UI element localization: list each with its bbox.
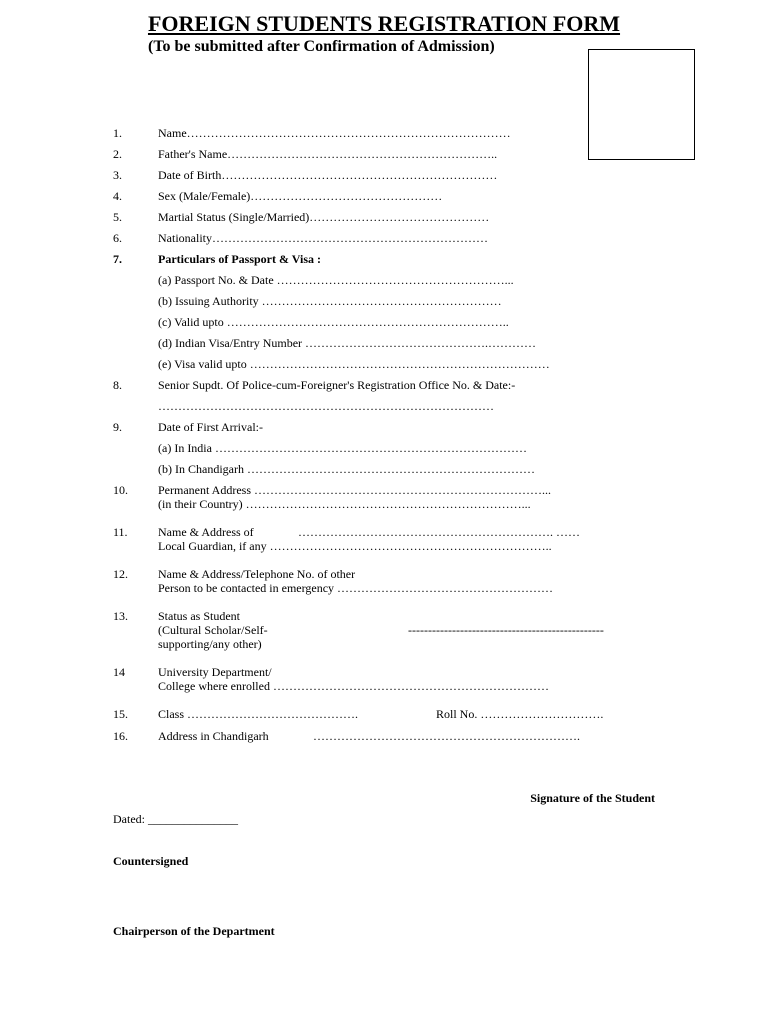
local-guardian-dots: ………………………………………………………. ……: [298, 525, 580, 539]
fathers-name-field: Father's Name…………………………………………………………..: [158, 147, 498, 161]
item-number: 3.: [113, 168, 122, 182]
sex-field: Sex (Male/Female)…………………………………………: [158, 189, 443, 203]
student-status-label: Status as Student: [158, 609, 241, 623]
indian-visa-field: (d) Indian Visa/Entry Number ……………………………………….…………: [158, 336, 537, 350]
passport-no-field: (a) Passport No. & Date …………………………………………………...: [158, 273, 514, 287]
emergency-contact-label: Name & Address/Telephone No. of other: [158, 567, 356, 581]
student-status-options-cont: supporting/any other): [158, 637, 262, 651]
arrival-india-field: (a) In India ……………………………………………………………………: [158, 441, 527, 455]
item-number: 15.: [113, 707, 128, 721]
photo-box: [588, 49, 695, 160]
item-number: 2.: [113, 147, 122, 161]
police-registration-line: …………………………………………………………………………: [158, 399, 494, 413]
nationality-field: Nationality……………………………………………………………: [158, 231, 488, 245]
item-number: 6.: [113, 231, 122, 245]
form-title: FOREIGN STUDENTS REGISTRATION FORM: [147, 11, 621, 36]
name-field: Name………………………………………………………………………: [158, 126, 511, 140]
permanent-address-line: (in their Country) ……………………………………………………………...: [158, 497, 531, 511]
police-registration-field: Senior Supdt. Of Police-cum-Foreigner's Registration Office No. & Date:-: [158, 378, 516, 392]
marital-status-field: Martial Status (Single/Married)………………………………………: [158, 210, 490, 224]
item-number: 4.: [113, 189, 122, 203]
student-status-options: (Cultural Scholar/Self-: [158, 623, 268, 637]
item-number: 9.: [113, 420, 122, 434]
arrival-chandigarh-field: (b) In Chandigarh ………………………………………………………………: [158, 462, 535, 476]
chandigarh-address-label: Address in Chandigarh: [158, 729, 269, 743]
item-number: 13.: [113, 609, 128, 623]
visa-valid-upto-field: (e) Visa valid upto …………………………………………………………………: [158, 357, 550, 371]
item-number: 11.: [113, 525, 128, 539]
item-number: 5.: [113, 210, 122, 224]
chairperson-label: Chairperson of the Department: [113, 924, 275, 938]
class-field: Class …………………………………….: [158, 707, 359, 721]
permanent-address-field: Permanent Address ………………………………………………………………...: [158, 483, 551, 497]
valid-upto-field: (c) Valid upto ……………………………………………………………..: [158, 315, 509, 329]
passport-visa-heading: Particulars of Passport & Visa :: [158, 252, 321, 266]
emergency-contact-field: Person to be contacted in emergency ………………………………………………: [158, 581, 554, 595]
item-number: 8.: [113, 378, 122, 392]
university-department-label: University Department/: [158, 665, 272, 679]
date-of-birth-field: Date of Birth……………………………………………………………: [158, 168, 498, 182]
item-number: 1.: [113, 126, 122, 140]
local-guardian-field: Local Guardian, if any ……………………………………………………………..: [158, 539, 552, 553]
item-number: 14: [113, 665, 125, 679]
item-number: 10.: [113, 483, 128, 497]
local-guardian-label: Name & Address of: [158, 525, 254, 539]
chandigarh-address-dots: ………………………………………………………….: [313, 729, 580, 743]
college-enrolled-field: College where enrolled ……………………………………………………………: [158, 679, 549, 693]
student-signature: Signature of the Student: [530, 791, 655, 805]
roll-no-field: Roll No. ………………………….: [436, 707, 604, 721]
dated-field: Dated: _______________: [113, 812, 238, 826]
item-number: 16.: [113, 729, 128, 743]
item-number: 12.: [113, 567, 128, 581]
issuing-authority-field: (b) Issuing Authority ……………………………………………………: [158, 294, 502, 308]
student-status-line: -------------------------------------------------: [408, 623, 604, 637]
first-arrival-heading: Date of First Arrival:-: [158, 420, 263, 434]
form-subtitle: (To be submitted after Confirmation of Admission): [148, 38, 495, 55]
countersigned-label: Countersigned: [113, 854, 189, 868]
item-number: 7.: [113, 252, 122, 266]
